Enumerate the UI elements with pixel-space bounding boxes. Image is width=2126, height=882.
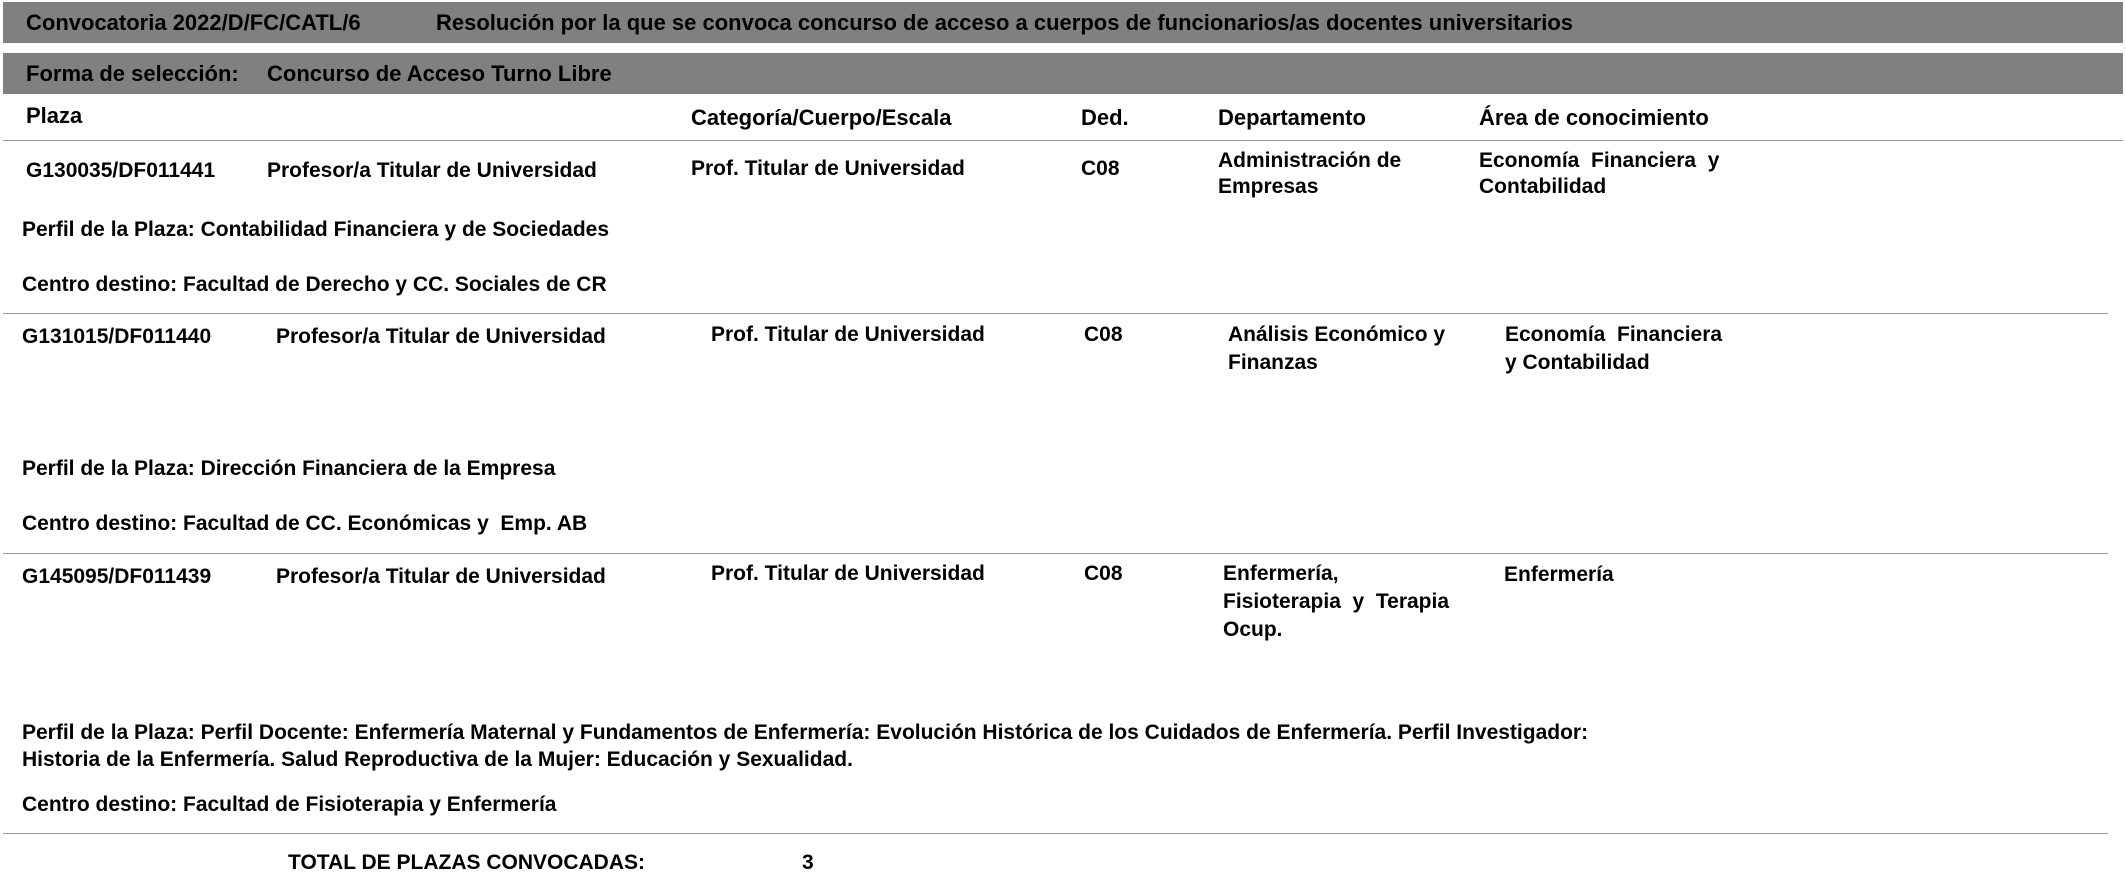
plaza-area-line2: Contabilidad [1479,175,1607,198]
plaza-departamento-line2: Fisioterapia y Terapia [1223,590,1450,613]
plaza-perfil: Perfil de la Plaza: Dirección Financiera de la Empresa [22,457,556,480]
convocatoria-code: Convocatoria 2022/D/FC/CATL/6 [26,10,361,35]
column-header-categoria: Categoría/Cuerpo/Escala [691,105,952,130]
plaza-departamento-line1: Enfermería, [1223,562,1339,585]
plaza-centro: Centro destino: Facultad de Derecho y CC. Sociales de CR [22,273,607,296]
plaza-code: G145095/DF011439 [22,565,212,588]
total-label: TOTAL DE PLAZAS CONVOCADAS: [288,851,646,874]
seleccion-value: Concurso de Acceso Turno Libre [267,61,612,86]
plaza-centro: Centro destino: Facultad de CC. Económicas y Emp. AB [22,512,588,535]
convocatoria-resolution-title: Resolución por la que se convoca concurso de acceso a cuerpos de funcionarios/as docentes universitarios [436,10,1574,35]
plaza-categoria: Prof. Titular de Universidad [691,157,965,180]
plaza-area-line1: Enfermería [1504,563,1614,586]
plaza-area-line1: Economía Financiera [1505,323,1723,346]
plaza-centro: Centro destino: Facultad de Fisioterapia y Enfermería [22,793,557,816]
plaza-perfil-line2: Historia de la Enfermería. Salud Reproductiva de la Mujer: Educación y Sexualidad. [22,748,853,771]
plaza-departamento-line1: Administración de [1218,149,1402,172]
plaza-code: G130035/DF011441 [26,159,216,182]
plaza-departamento-line3: Ocup. [1223,618,1283,641]
plaza-denominacion: Profesor/a Titular de Universidad [267,159,597,182]
total-value: 3 [802,851,814,874]
plaza-perfil: Perfil de la Plaza: Contabilidad Financiera y de Sociedades [22,218,610,241]
plaza-dedicacion: C08 [1081,157,1120,180]
plaza-departamento-line2: Finanzas [1228,351,1318,374]
column-header-departamento: Departamento [1218,105,1366,130]
plaza-area-line2: y Contabilidad [1505,351,1650,374]
column-header-dedicacion: Ded. [1081,105,1129,130]
plaza-denominacion: Profesor/a Titular de Universidad [276,565,606,588]
row-divider [3,553,2108,554]
plaza-dedicacion: C08 [1084,323,1123,346]
plaza-categoria: Prof. Titular de Universidad [711,562,985,585]
plaza-dedicacion: C08 [1084,562,1123,585]
plaza-code: G131015/DF011440 [22,325,212,348]
seleccion-label: Forma de selección: [26,61,239,86]
plaza-categoria: Prof. Titular de Universidad [711,323,985,346]
plaza-departamento-line1: Análisis Económico y [1228,323,1446,346]
plaza-denominacion: Profesor/a Titular de Universidad [276,325,606,348]
plaza-departamento-line2: Empresas [1218,175,1319,198]
row-divider [3,833,2108,834]
column-header-rule [3,140,2123,141]
plaza-area-line1: Economía Financiera y [1479,149,1720,172]
plaza-perfil-line1: Perfil de la Plaza: Perfil Docente: Enfermería Maternal y Fundamentos de Enfermería: Evolución Histórica de los Cuidados de Enfermería. Perfil Investigador: [22,721,1589,744]
column-header-plaza: Plaza [26,103,83,128]
column-header-area: Área de conocimiento [1479,105,1709,130]
row-divider [3,313,2108,314]
